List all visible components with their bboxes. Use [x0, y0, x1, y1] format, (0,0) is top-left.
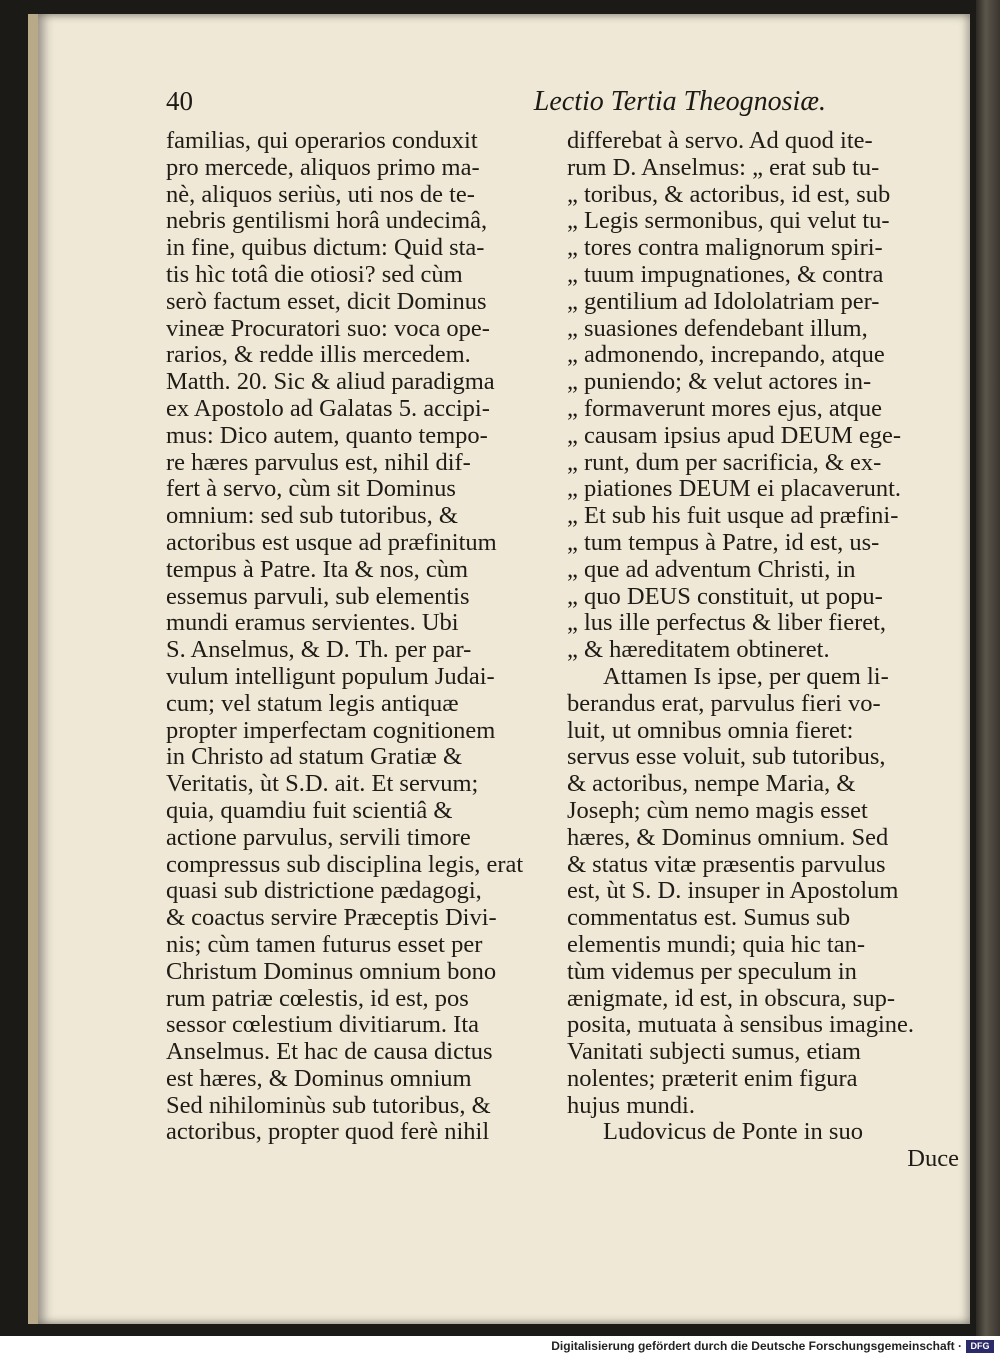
text-line: „ lus ille perfectus & liber fieret, — [567, 610, 887, 637]
text-line: Sed nihilominùs sub tutoribus, & — [166, 1092, 491, 1119]
text-line: omnium: sed sub tutoribus, & — [166, 503, 458, 530]
text-line: servus esse voluit, sub tutoribus, — [567, 744, 886, 771]
text-line: „ tum tempus à Patre, id est, us- — [567, 529, 880, 556]
text-line: „ toribus, & actoribus, id est, sub — [567, 181, 891, 208]
text-line: Duce — [907, 1146, 959, 1173]
text-line: nolentes; præterit enim figura — [567, 1065, 858, 1092]
book-edge — [976, 0, 1000, 1336]
text-line: ænigmate, id est, in obscura, sup- — [567, 985, 895, 1012]
right-text-column — [567, 128, 959, 1173]
page-number: 40 — [166, 86, 193, 116]
text-line: cum; vel statum legis antiquæ — [166, 690, 459, 717]
text-line: „ Legis sermonibus, qui velut tu- — [567, 208, 890, 235]
text-line: hæres, & Dominus omnium. Sed — [567, 824, 889, 851]
text-line: tempus à Patre. Ita & nos, cùm — [166, 556, 469, 583]
text-line: „ tuum impugnationes, & contra — [567, 261, 884, 288]
text-line: quia, quamdiu fuit scientiâ & — [166, 797, 453, 824]
text-line: Ludovicus de Ponte in suo — [603, 1119, 863, 1146]
text-line: „ quo DEUS constituit, ut popu- — [567, 583, 883, 610]
text-line: „ & hæreditatem obtineret. — [567, 637, 830, 664]
footer-bar — [0, 1336, 1000, 1356]
text-line: in fine, quibus dictum: Quid sta- — [166, 235, 485, 262]
text-line: essemus parvuli, sub elementis — [166, 583, 470, 610]
running-head: Lectio Tertia Theognosiæ. — [533, 86, 826, 117]
text-line: Vanitati subjecti sumus, etiam — [567, 1039, 861, 1066]
text-line: est, ùt S. D. insuper in Apostolum — [567, 878, 899, 905]
text-line: nebris gentilismi horâ undecimâ, — [166, 208, 488, 235]
text-line: „ causam ipsius apud DEUM ege- — [567, 422, 902, 449]
text-line: „ puniendo; & velut actores in- — [567, 369, 872, 396]
text-line: in Christo ad statum Gratiæ & — [166, 744, 463, 771]
text-line: rum D. Anselmus: „ erat sub tu- — [567, 154, 880, 181]
text-line: rum patriæ cœlestis, id est, pos — [166, 985, 469, 1012]
text-line: actoribus est usque ad præfinitum — [166, 529, 497, 556]
text-line: ex Apostolo ad Galatas 5. accipi- — [166, 395, 490, 422]
text-line: mundi eramus servientes. Ubi — [166, 610, 459, 637]
text-line: serò factum esset, dicit Dominus — [166, 288, 487, 315]
text-line: vineæ Procuratori suo: voca ope- — [166, 315, 490, 342]
text-line: commentatus est. Sumus sub — [567, 905, 851, 932]
text-line: tùm videmus per speculum in — [567, 958, 857, 985]
text-line: est hæres, & Dominus omnium — [166, 1065, 472, 1092]
text-line: „ runt, dum per sacrificia, & ex- — [567, 449, 882, 476]
text-line: propter imperfectam cognitionem — [166, 717, 496, 744]
text-line: „ tores contra malignorum spiri- — [567, 235, 883, 262]
text-line: Veritatis, ùt S.D. ait. Et servum; — [166, 771, 479, 798]
text-line: mus: Dico autem, quanto tempo- — [166, 422, 488, 449]
dfg-logo: DFG — [966, 1340, 994, 1353]
text-line: posita, mutuata à sensibus imagine. — [567, 1012, 915, 1039]
text-line: familias, qui operarios conduxit — [166, 128, 478, 154]
text-line: fert à servo, cùm sit Dominus — [166, 476, 456, 503]
text-line: „ admonendo, increpando, atque — [567, 342, 885, 369]
text-line: compressus sub disciplina legis, erat — [166, 851, 524, 878]
text-line: re hæres parvulus est, nihil dif- — [166, 449, 471, 476]
text-line: & coactus servire Præceptis Divi- — [166, 905, 497, 932]
text-line: nis; cùm tamen futurus esset per — [166, 931, 483, 958]
text-line: Attamen Is ipse, per quem li- — [603, 663, 889, 690]
text-line: „ piationes DEUM ei placaverunt. — [567, 476, 902, 503]
text-line: & status vitæ præsentis parvulus — [567, 851, 886, 878]
text-line: tis hìc totâ die otiosi? sed cùm — [166, 261, 463, 288]
page-header — [130, 84, 960, 124]
text-line: differebat à servo. Ad quod ite- — [567, 128, 873, 154]
text-line: berandus erat, parvulus fieri vo- — [567, 690, 881, 717]
text-line: & actoribus, nempe Maria, & — [567, 771, 856, 798]
text-line: „ formaverunt mores ejus, atque — [567, 395, 882, 422]
text-line: vulum intelligunt populum Judai- — [166, 663, 495, 690]
digitization-credit: Digitalisierung gefördert durch die Deutsche Forschungsgemeinschaft · — [551, 1339, 962, 1353]
text-line: hujus mundi. — [567, 1092, 695, 1119]
text-line: quasi sub districtione pædagogi, — [166, 878, 482, 905]
text-line: „ gentilium ad Idololatriam per- — [567, 288, 880, 315]
left-text-column — [166, 128, 554, 1146]
text-line: Matth. 20. Sic & aliud paradigma — [166, 369, 495, 396]
text-line: Anselmus. Et hac de causa dictus — [166, 1039, 493, 1066]
text-line: Christum Dominus omnium bono — [166, 958, 497, 985]
text-line: actoribus, propter quod ferè nihil — [166, 1119, 490, 1146]
text-line: actione parvulus, servili timore — [166, 824, 471, 851]
text-line: luit, ut omnibus omnia fieret: — [567, 717, 854, 744]
text-line: nè, aliquos seriùs, uti nos de te- — [166, 181, 475, 208]
text-line: S. Anselmus, & D. Th. per par- — [166, 637, 472, 664]
text-line: „ suasiones defendebant illum, — [567, 315, 868, 342]
text-line: sessor cœlestium divitiarum. Ita — [166, 1012, 479, 1039]
text-line: „ Et sub his fuit usque ad præfini- — [567, 503, 899, 530]
text-line: „ que ad adventum Christi, in — [567, 556, 856, 583]
text-line: rarios, & redde illis mercedem. — [166, 342, 471, 369]
text-line: elementis mundi; quia hic tan- — [567, 931, 866, 958]
text-line: Joseph; cùm nemo magis esset — [567, 797, 868, 824]
text-line: pro mercede, aliquos primo ma- — [166, 154, 480, 181]
